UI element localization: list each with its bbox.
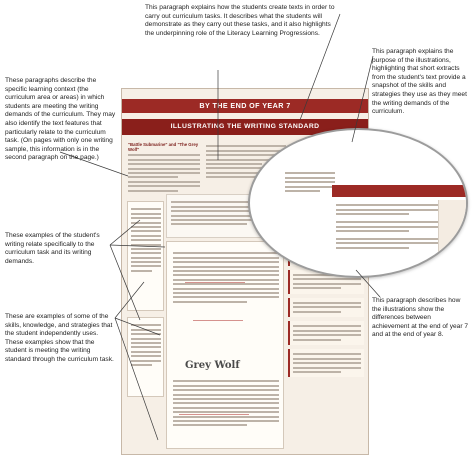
magnified-column: [285, 170, 335, 194]
magnified-notes: [336, 202, 440, 251]
sample-title: Grey Wolf: [185, 360, 240, 371]
callout-writing-examples: These examples of the student's writing relate specifically to the curriculum task and its writing demands.: [5, 232, 100, 265]
callout-illustration-purpose: This paragraph explains the purpose of the illustrations, highlighting that short extracts from the student's text provide a snapshot of the skills and strategies they use as they meet the writing demands of the curriculum.: [372, 48, 467, 116]
handwriting-sample-3: [166, 241, 284, 449]
callout-task-explanation: This paragraph explains how the students create texts in order to carry out curriculum tasks. It describes what the students will demonstrate as they carry out these tasks, and it also highlights the underpinning role of the Literacy Learning Progressions.: [145, 4, 335, 37]
year-band: BY THE END OF YEAR 7: [122, 99, 368, 113]
callout-learning-context: These paragraphs describe the specific learning context (the curriculum area or areas) in which students are meeting the writing demands of the curriculum. They may also identify the text features that particularly relate to the curriculum task. (On pages with only one writing sample, this information is in the second paragraph on the page.): [5, 77, 116, 162]
handwriting-sample-2: [127, 317, 164, 397]
callout-skills-examples: These are examples of some of the skills, knowledge, and strategies that the student independently uses. These examples show that the student is meeting the writing standard through the curriculum task.: [5, 313, 114, 363]
callout-year-differences: This paragraph describes how the illustrations show the differences between achievement at the end of year 7 and at the end of year 8.: [372, 297, 469, 339]
standard-band: ILLUSTRATING THE WRITING STANDARD: [122, 119, 368, 135]
magnified-band: [332, 185, 468, 197]
sample-heading: "Battle Submarine" and "The Grey Wolf": [128, 142, 199, 152]
context-column: [128, 143, 200, 194]
magnified-sidebar: [438, 200, 466, 252]
handwriting-sample-1: [127, 201, 164, 311]
magnifier-detail: [248, 128, 468, 278]
